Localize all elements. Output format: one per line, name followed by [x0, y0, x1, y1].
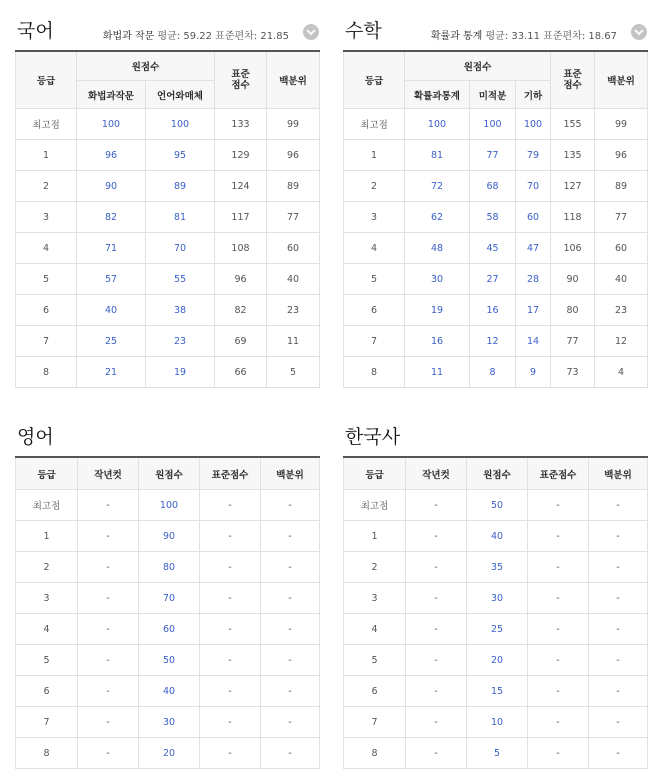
header-sub-elective-1: 확률과통계 [405, 81, 470, 109]
table-row [344, 614, 648, 645]
last-year-cut-cell: - [78, 552, 139, 583]
korean-stat-values: 평균: 59.22 표준편차: 21.85 [157, 31, 289, 42]
last-year-cut-cell: - [78, 490, 139, 521]
last-year-cut-cell: - [406, 707, 467, 738]
header-last-year-cut: 작년컷 [406, 457, 467, 490]
table-row [344, 326, 648, 357]
raw-score-cell: 30 [467, 583, 528, 614]
grade-cell: 3 [344, 202, 405, 233]
grade-cell: 2 [16, 552, 78, 583]
percentile-cell: 11 [267, 326, 320, 357]
percentile-cell: - [261, 707, 320, 738]
percentile-cell: 4 [595, 357, 648, 388]
grade-cell: 8 [16, 357, 77, 388]
last-year-cut-cell: - [78, 521, 139, 552]
standard-score-cell: 66 [215, 357, 267, 388]
header-percentile: 백분위 [589, 457, 648, 490]
raw-score-cell: 40 [139, 676, 200, 707]
grade-cell: 3 [16, 583, 78, 614]
math-stats [431, 27, 617, 42]
header-last-year-cut: 작년컷 [78, 457, 139, 490]
standard-score-cell: - [200, 676, 261, 707]
last-year-cut-cell: - [78, 583, 139, 614]
grade-cell: 1 [344, 140, 405, 171]
table-row [344, 171, 648, 202]
header-standard-score: 표준점수 [200, 457, 261, 490]
raw-score-geometry-cell: 17 [516, 295, 551, 326]
header-percentile: 백분위 [595, 51, 648, 109]
table-row [16, 140, 320, 171]
standard-score-cell: - [528, 521, 589, 552]
grade-cell: 최고점 [344, 490, 406, 521]
header-sub-elective-2: 미적분 [470, 81, 516, 109]
raw-score-language-media-cell: 81 [146, 202, 215, 233]
last-year-cut-cell: - [78, 707, 139, 738]
raw-score-cell: 30 [139, 707, 200, 738]
raw-score-calculus-cell: 58 [470, 202, 516, 233]
percentile-cell: - [261, 645, 320, 676]
raw-score-speech-writing-cell: 40 [77, 295, 146, 326]
standard-score-cell: - [200, 490, 261, 521]
english-title: 영어 [17, 426, 54, 448]
raw-score-language-media-cell: 70 [146, 233, 215, 264]
raw-score-language-media-cell: 95 [146, 140, 215, 171]
standard-score-cell: - [200, 614, 261, 645]
math-score-table [343, 50, 648, 388]
table-row [344, 707, 648, 738]
last-year-cut-cell: - [406, 521, 467, 552]
table-row [16, 326, 320, 357]
raw-score-cell: 90 [139, 521, 200, 552]
standard-score-cell: - [200, 645, 261, 676]
grade-cell: 5 [344, 264, 405, 295]
table-row [16, 645, 320, 676]
raw-score-speech-writing-cell: 82 [77, 202, 146, 233]
standard-score-cell: 155 [551, 109, 595, 140]
raw-score-speech-writing-cell: 96 [77, 140, 146, 171]
raw-score-probability-cell: 16 [405, 326, 470, 357]
standard-score-cell: - [200, 583, 261, 614]
header-sub-elective-1: 화법과작문 [77, 81, 146, 109]
korean-panel [15, 16, 319, 388]
raw-score-speech-writing-cell: 100 [77, 109, 146, 140]
grade-cell: 2 [344, 171, 405, 202]
standard-score-cell: - [200, 738, 261, 769]
percentile-cell: - [589, 645, 648, 676]
standard-score-cell: - [528, 738, 589, 769]
raw-score-cell: 100 [139, 490, 200, 521]
standard-score-cell: - [528, 645, 589, 676]
percentile-cell: 89 [267, 171, 320, 202]
korean-stats [103, 27, 289, 42]
raw-score-probability-cell: 100 [405, 109, 470, 140]
math-stat-subject: 확률과 통계 [430, 31, 483, 42]
standard-score-cell: 96 [215, 264, 267, 295]
raw-score-speech-writing-cell: 71 [77, 233, 146, 264]
history-panel [343, 422, 647, 769]
header-percentile: 백분위 [261, 457, 320, 490]
raw-score-geometry-cell: 100 [516, 109, 551, 140]
table-row [16, 521, 320, 552]
percentile-cell: - [589, 738, 648, 769]
raw-score-geometry-cell: 14 [516, 326, 551, 357]
raw-score-speech-writing-cell: 25 [77, 326, 146, 357]
grade-cell: 4 [344, 614, 406, 645]
math-panel [343, 16, 647, 388]
raw-score-cell: 20 [467, 645, 528, 676]
raw-score-language-media-cell: 100 [146, 109, 215, 140]
standard-score-cell: 135 [551, 140, 595, 171]
standard-score-cell: 129 [215, 140, 267, 171]
raw-score-calculus-cell: 77 [470, 140, 516, 171]
grade-cell: 7 [344, 326, 405, 357]
raw-score-cell: 60 [139, 614, 200, 645]
raw-score-speech-writing-cell: 57 [77, 264, 146, 295]
grade-cell: 8 [344, 357, 405, 388]
grade-cell: 7 [344, 707, 406, 738]
korean-panel-header [15, 16, 319, 50]
standard-score-cell: 73 [551, 357, 595, 388]
table-row [16, 295, 320, 326]
standard-score-cell: 127 [551, 171, 595, 202]
table-row [344, 140, 648, 171]
grade-cell: 4 [344, 233, 405, 264]
raw-score-cell: 50 [467, 490, 528, 521]
percentile-cell: 99 [267, 109, 320, 140]
percentile-cell: - [589, 490, 648, 521]
percentile-cell: - [589, 676, 648, 707]
percentile-cell: 12 [595, 326, 648, 357]
raw-score-language-media-cell: 23 [146, 326, 215, 357]
last-year-cut-cell: - [406, 583, 467, 614]
grade-cell: 2 [16, 171, 77, 202]
standard-score-cell: 77 [551, 326, 595, 357]
grade-cell: 최고점 [344, 109, 405, 140]
grade-cell: 1 [16, 521, 78, 552]
grade-cell: 6 [344, 295, 405, 326]
grade-cell: 6 [16, 676, 78, 707]
grade-cell: 3 [16, 202, 77, 233]
header-grade: 등급 [16, 457, 78, 490]
english-score-table [15, 456, 320, 769]
table-row [16, 490, 320, 521]
standard-score-cell: - [528, 490, 589, 521]
last-year-cut-cell: - [78, 676, 139, 707]
table-row [344, 738, 648, 769]
percentile-cell: 40 [595, 264, 648, 295]
standard-score-cell: - [200, 707, 261, 738]
english-panel-header [15, 422, 319, 456]
raw-score-probability-cell: 81 [405, 140, 470, 171]
table-row [16, 707, 320, 738]
percentile-cell: 40 [267, 264, 320, 295]
grade-cell: 7 [16, 326, 77, 357]
header-standard-score: 표준점수 [528, 457, 589, 490]
raw-score-speech-writing-cell: 90 [77, 171, 146, 202]
grade-cell: 최고점 [16, 490, 78, 521]
math-panel-header [343, 16, 647, 50]
header-raw-score: 원점수 [405, 51, 551, 81]
raw-score-calculus-cell: 16 [470, 295, 516, 326]
grade-cell: 4 [16, 233, 77, 264]
raw-score-cell: 5 [467, 738, 528, 769]
standard-score-cell: - [528, 552, 589, 583]
header-grade: 등급 [16, 51, 77, 109]
standard-score-cell: 124 [215, 171, 267, 202]
last-year-cut-cell: - [78, 645, 139, 676]
last-year-cut-cell: - [406, 738, 467, 769]
header-raw-score: 원점수 [77, 51, 215, 81]
table-row [16, 357, 320, 388]
raw-score-calculus-cell: 68 [470, 171, 516, 202]
percentile-cell: 96 [595, 140, 648, 171]
last-year-cut-cell: - [406, 552, 467, 583]
grade-cell: 6 [344, 676, 406, 707]
percentile-cell: 23 [595, 295, 648, 326]
last-year-cut-cell: - [78, 738, 139, 769]
raw-score-geometry-cell: 60 [516, 202, 551, 233]
raw-score-geometry-cell: 28 [516, 264, 551, 295]
korean-chevron-down-icon[interactable] [303, 24, 319, 40]
percentile-cell: - [589, 707, 648, 738]
math-chevron-down-icon[interactable] [631, 24, 647, 40]
raw-score-geometry-cell: 47 [516, 233, 551, 264]
grade-cell: 4 [16, 614, 78, 645]
percentile-cell: - [261, 521, 320, 552]
raw-score-cell: 40 [467, 521, 528, 552]
last-year-cut-cell: - [406, 645, 467, 676]
percentile-cell: - [261, 614, 320, 645]
standard-score-cell: - [528, 614, 589, 645]
standard-score-cell: - [528, 676, 589, 707]
raw-score-calculus-cell: 45 [470, 233, 516, 264]
raw-score-language-media-cell: 89 [146, 171, 215, 202]
grade-cell: 5 [16, 645, 78, 676]
math-title: 수학 [345, 20, 382, 42]
raw-score-probability-cell: 62 [405, 202, 470, 233]
header-raw-score: 원점수 [139, 457, 200, 490]
grade-cell: 8 [16, 738, 78, 769]
standard-score-cell: 69 [215, 326, 267, 357]
standard-score-cell: 133 [215, 109, 267, 140]
percentile-cell: 89 [595, 171, 648, 202]
table-row [344, 521, 648, 552]
standard-score-cell: - [528, 707, 589, 738]
header-raw-score: 원점수 [467, 457, 528, 490]
raw-score-cell: 50 [139, 645, 200, 676]
raw-score-geometry-cell: 9 [516, 357, 551, 388]
grade-cell: 최고점 [16, 109, 77, 140]
table-row [344, 233, 648, 264]
header-standard-score: 표준 점수 [551, 51, 595, 109]
standard-score-cell: 80 [551, 295, 595, 326]
grade-cell: 6 [16, 295, 77, 326]
percentile-cell: 99 [595, 109, 648, 140]
table-row [16, 264, 320, 295]
history-panel-header [343, 422, 647, 456]
grade-cell: 5 [344, 645, 406, 676]
grade-cell: 8 [344, 738, 406, 769]
header-grade: 등급 [344, 457, 406, 490]
korean-title: 국어 [17, 20, 54, 42]
standard-score-cell: 108 [215, 233, 267, 264]
english-panel [15, 422, 319, 769]
raw-score-calculus-cell: 12 [470, 326, 516, 357]
grade-cell: 3 [344, 583, 406, 614]
table-row [16, 202, 320, 233]
raw-score-probability-cell: 48 [405, 233, 470, 264]
standard-score-cell: 106 [551, 233, 595, 264]
raw-score-probability-cell: 30 [405, 264, 470, 295]
percentile-cell: 23 [267, 295, 320, 326]
percentile-cell: - [589, 614, 648, 645]
raw-score-probability-cell: 11 [405, 357, 470, 388]
header-standard-score: 표준 점수 [215, 51, 267, 109]
table-row [344, 490, 648, 521]
history-score-table [343, 456, 648, 769]
raw-score-language-media-cell: 19 [146, 357, 215, 388]
percentile-cell: - [589, 583, 648, 614]
standard-score-cell: - [528, 583, 589, 614]
table-row [344, 645, 648, 676]
last-year-cut-cell: - [406, 490, 467, 521]
table-row [344, 202, 648, 233]
percentile-cell: 77 [267, 202, 320, 233]
table-row [344, 583, 648, 614]
percentile-cell: 60 [267, 233, 320, 264]
standard-score-cell: 117 [215, 202, 267, 233]
percentile-cell: - [261, 738, 320, 769]
table-row [344, 295, 648, 326]
header-percentile: 백분위 [267, 51, 320, 109]
percentile-cell: 5 [267, 357, 320, 388]
grade-cell: 1 [16, 140, 77, 171]
percentile-cell: 77 [595, 202, 648, 233]
last-year-cut-cell: - [406, 676, 467, 707]
table-row [16, 233, 320, 264]
percentile-cell: - [261, 676, 320, 707]
standard-score-cell: 118 [551, 202, 595, 233]
raw-score-cell: 25 [467, 614, 528, 645]
raw-score-cell: 10 [467, 707, 528, 738]
table-row [16, 583, 320, 614]
table-row [344, 676, 648, 707]
raw-score-speech-writing-cell: 21 [77, 357, 146, 388]
history-title: 한국사 [345, 426, 401, 448]
raw-score-cell: 70 [139, 583, 200, 614]
math-stat-values: 평균: 33.11 표준편차: 18.67 [485, 31, 617, 42]
table-row [344, 552, 648, 583]
header-sub-elective-3: 기하 [516, 81, 551, 109]
table-row [344, 357, 648, 388]
table-row [16, 738, 320, 769]
percentile-cell: - [261, 583, 320, 614]
grade-cell: 5 [16, 264, 77, 295]
grade-cell: 2 [344, 552, 406, 583]
last-year-cut-cell: - [406, 614, 467, 645]
table-row [16, 676, 320, 707]
percentile-cell: 96 [267, 140, 320, 171]
korean-stat-subject: 화법과 작문 [102, 31, 155, 42]
standard-score-cell: - [200, 552, 261, 583]
table-row [16, 171, 320, 202]
table-row [344, 109, 648, 140]
percentile-cell: - [261, 552, 320, 583]
percentile-cell: - [589, 552, 648, 583]
grade-cell: 1 [344, 521, 406, 552]
raw-score-cell: 20 [139, 738, 200, 769]
raw-score-probability-cell: 19 [405, 295, 470, 326]
percentile-cell: - [261, 490, 320, 521]
header-sub-elective-2: 언어와매체 [146, 81, 215, 109]
raw-score-calculus-cell: 27 [470, 264, 516, 295]
raw-score-geometry-cell: 70 [516, 171, 551, 202]
table-row [344, 264, 648, 295]
raw-score-cell: 80 [139, 552, 200, 583]
raw-score-calculus-cell: 100 [470, 109, 516, 140]
header-grade: 등급 [344, 51, 405, 109]
table-row [16, 614, 320, 645]
table-row [16, 109, 320, 140]
raw-score-language-media-cell: 38 [146, 295, 215, 326]
percentile-cell: 60 [595, 233, 648, 264]
raw-score-cell: 35 [467, 552, 528, 583]
percentile-cell: - [589, 521, 648, 552]
raw-score-language-media-cell: 55 [146, 264, 215, 295]
last-year-cut-cell: - [78, 614, 139, 645]
standard-score-cell: - [200, 521, 261, 552]
standard-score-cell: 82 [215, 295, 267, 326]
table-row [16, 552, 320, 583]
standard-score-cell: 90 [551, 264, 595, 295]
raw-score-probability-cell: 72 [405, 171, 470, 202]
raw-score-calculus-cell: 8 [470, 357, 516, 388]
raw-score-geometry-cell: 79 [516, 140, 551, 171]
grade-cell: 7 [16, 707, 78, 738]
raw-score-cell: 15 [467, 676, 528, 707]
korean-score-table [15, 50, 320, 388]
